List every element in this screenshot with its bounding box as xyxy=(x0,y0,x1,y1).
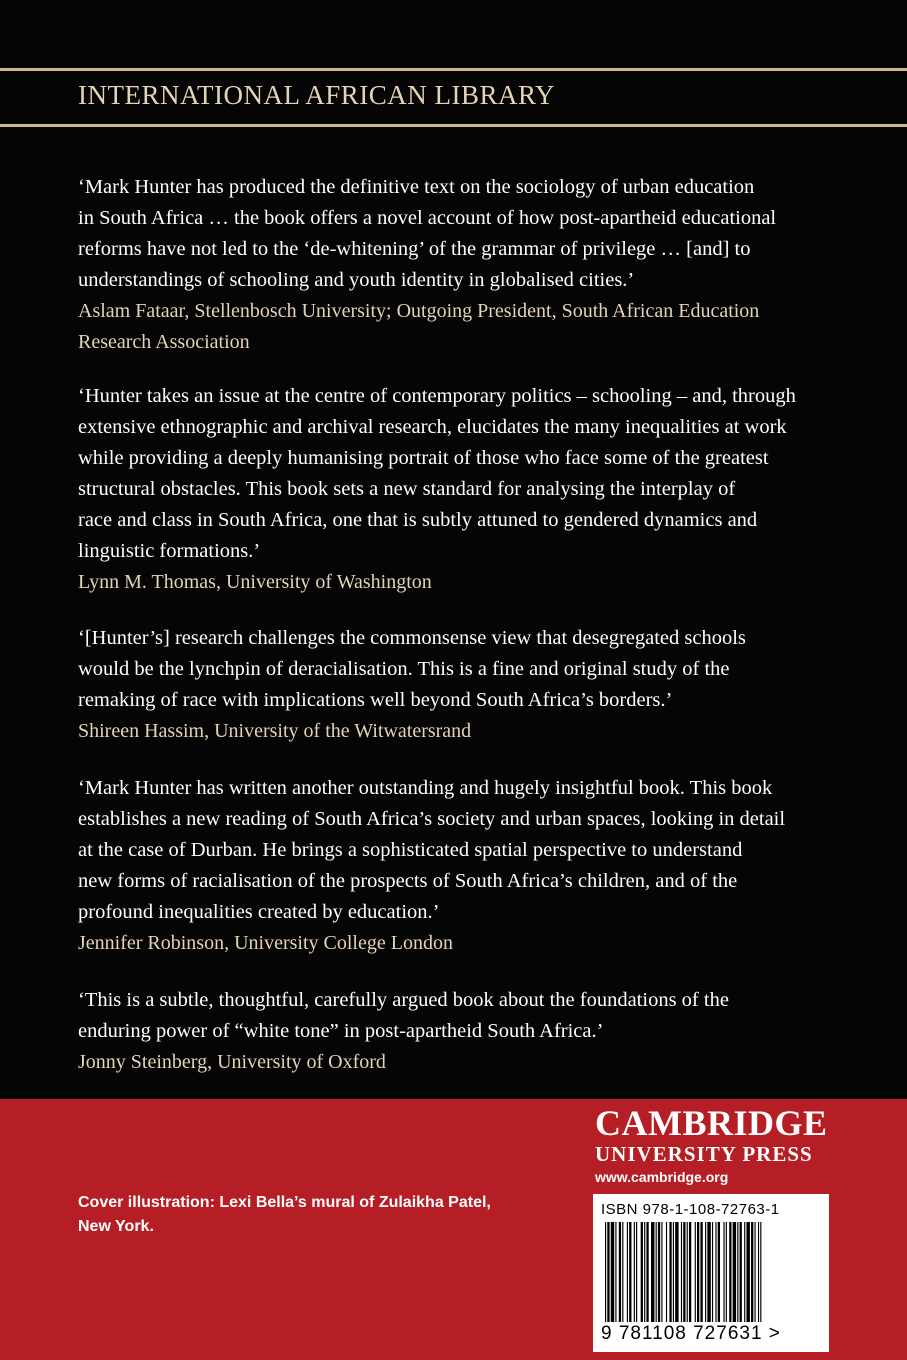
barcode-bar xyxy=(641,1222,643,1322)
quote-line: new forms of racialisation of the prospects of South Africa’s children, and of the xyxy=(78,870,738,892)
barcode-bar xyxy=(744,1222,745,1322)
barcode-bar xyxy=(615,1222,616,1322)
quote-line: while providing a deeply humanising portrait of those who face some of the greatest xyxy=(78,447,769,469)
source-line: Lynn M. Thomas, University of Washington xyxy=(78,571,432,593)
quote-source xyxy=(78,928,830,959)
quote-line: ‘Hunter takes an issue at the centre of contemporary politics – schooling – and, through xyxy=(78,385,796,407)
barcode-bar xyxy=(715,1222,716,1322)
quote-line: extensive ethnographic and archival research, elucidates the many inequalities at work xyxy=(78,416,787,438)
barcode-bar xyxy=(666,1222,667,1322)
quote-line: enduring power of “white tone” in post-apartheid South Africa.’ xyxy=(78,1020,604,1042)
barcode-bar xyxy=(627,1222,628,1322)
barcode-box xyxy=(593,1194,829,1352)
quote-line: understandings of schooling and youth identity in globalised cities.’ xyxy=(78,269,635,291)
barcode-icon xyxy=(601,1222,821,1324)
barcode-bar xyxy=(689,1222,691,1322)
top-rule xyxy=(0,68,907,71)
cover-credit xyxy=(78,1191,518,1239)
barcode-bar xyxy=(644,1222,645,1322)
quote-line: linguistic formations.’ xyxy=(78,540,261,562)
isbn-label: ISBN 978-1-108-72763-1 xyxy=(601,1201,780,1218)
barcode-bar xyxy=(712,1222,713,1322)
barcode-bar xyxy=(658,1222,660,1322)
barcode-bar xyxy=(605,1222,606,1322)
barcode-bar xyxy=(622,1222,623,1322)
quote-line: at the case of Durban. He brings a sophisticated spatial perspective to understand xyxy=(78,839,743,861)
barcode-bar xyxy=(683,1222,685,1322)
quote-source xyxy=(78,716,830,747)
quote-line: establishes a new reading of South Africa’s society and urban spaces, looking in detail xyxy=(78,808,786,830)
quote-line: ‘This is a subtle, thoughtful, carefully argued book about the foundations of the xyxy=(78,989,729,1011)
barcode-bar xyxy=(697,1222,699,1322)
publisher-subtitle: UNIVERSITY PRESS xyxy=(595,1142,813,1166)
quote-text xyxy=(78,172,830,296)
barcode-bar xyxy=(758,1222,759,1322)
barcode-bar xyxy=(695,1222,696,1322)
barcode-bar xyxy=(705,1222,706,1322)
barcode-bar xyxy=(611,1222,614,1322)
source-line: Shireen Hassim, University of the Witwatersrand xyxy=(78,720,472,742)
publisher-logo xyxy=(595,1103,835,1187)
barcode-bar xyxy=(651,1222,654,1322)
barcode-bar xyxy=(755,1222,756,1322)
barcode-bar xyxy=(687,1222,688,1322)
quote-line: ‘[Hunter’s] research challenges the commonsense view that desegregated schools xyxy=(78,627,746,649)
barcode-bar xyxy=(681,1222,682,1322)
quote-source xyxy=(78,296,830,358)
quote-1 xyxy=(78,172,830,358)
barcode-bar xyxy=(607,1222,609,1322)
barcode-bar xyxy=(737,1222,738,1322)
quote-line: profound inequalities created by education.’ xyxy=(78,901,440,923)
barcode-bar xyxy=(629,1222,631,1322)
barcode-bar xyxy=(723,1222,724,1322)
publisher-url[interactable]: www.cambridge.org xyxy=(595,1169,729,1185)
source-line: Research Association xyxy=(78,331,250,353)
barcode-bar xyxy=(733,1222,736,1322)
barcode-bar xyxy=(619,1222,621,1322)
barcode-bar xyxy=(669,1222,671,1322)
barcode-bar xyxy=(751,1222,753,1322)
quote-line: ‘Mark Hunter has produced the definitive text on the sociology of urban education xyxy=(78,176,755,198)
quote-text xyxy=(78,985,830,1047)
quote-source xyxy=(78,1047,830,1078)
source-line: Jennifer Robinson, University College London xyxy=(78,932,453,954)
barcode-bar xyxy=(740,1222,742,1322)
barcode-bar xyxy=(718,1222,720,1322)
quote-line: in South Africa … the book offers a novel account of how post-apartheid educational xyxy=(78,207,777,229)
quote-4 xyxy=(78,773,830,959)
quote-text xyxy=(78,773,830,928)
publisher-name: CAMBRIDGE xyxy=(595,1103,828,1143)
barcode-bar xyxy=(661,1222,662,1322)
quote-text xyxy=(78,623,830,716)
barcode-bar xyxy=(646,1222,648,1322)
barcode-bar xyxy=(656,1222,657,1322)
barcode-bar xyxy=(726,1222,727,1322)
quote-3 xyxy=(78,623,830,747)
barcode-bar xyxy=(634,1222,635,1322)
barcode-bar xyxy=(636,1222,637,1322)
quote-text xyxy=(78,381,830,567)
barcode-bar xyxy=(746,1222,749,1322)
barcode-bar xyxy=(760,1222,761,1322)
series-title: INTERNATIONAL AFRICAN LIBRARY xyxy=(78,80,556,110)
barcode-bar xyxy=(707,1222,710,1322)
quote-line: remaking of race with implications well beyond South Africa’s borders.’ xyxy=(78,689,673,711)
cover-credit-line: Cover illustration: Lexi Bella’s mural of Zulaikha Patel, xyxy=(78,1194,491,1211)
cover-credit-line: New York. xyxy=(78,1218,154,1235)
barcode-bar xyxy=(675,1222,678,1322)
source-line: Jonny Steinberg, University of Oxford xyxy=(78,1051,386,1073)
quote-line: ‘Mark Hunter has written another outstanding and hugely insightful book. This book xyxy=(78,777,773,799)
title-rule xyxy=(0,124,907,127)
barcode-bar xyxy=(729,1222,731,1322)
source-line: Aslam Fataar, Stellenbosch University; Outgoing President, South African Education xyxy=(78,300,760,322)
barcode-bar xyxy=(700,1222,702,1322)
quote-line: reforms have not led to the ‘de-whitening’ of the grammar of privilege … [and] to xyxy=(78,238,751,260)
quote-line: structural obstacles. This book sets a new standard for analysing the interplay of xyxy=(78,478,736,500)
quote-line: race and class in South Africa, one that is subtly attuned to gendered dynamics and xyxy=(78,509,758,531)
quote-2 xyxy=(78,381,830,598)
barcode-bar xyxy=(673,1222,674,1322)
barcode-digits: 9 781108 727631 > xyxy=(601,1323,781,1344)
quote-5 xyxy=(78,985,830,1078)
quote-source xyxy=(78,567,830,598)
quote-line: would be the lynchpin of deracialisation. This is a fine and original study of the xyxy=(78,658,730,680)
